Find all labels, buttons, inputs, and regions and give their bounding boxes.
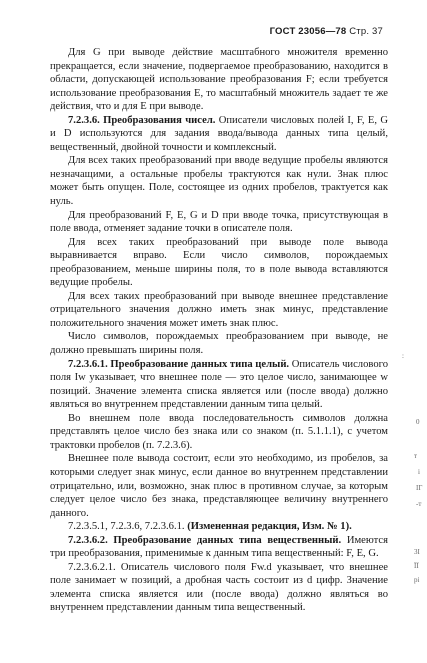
amendment-note: (Измененная редакция, Изм. № 1). [187, 521, 352, 533]
document-body [50, 46, 388, 615]
paragraph-text: Число символов, порождаемых преобразованием при выводе, не должно превышать ширины поля. [50, 331, 388, 357]
margin-mark: ІГ [416, 484, 423, 492]
paragraph [50, 412, 388, 453]
margin-mark: 0 [416, 418, 420, 426]
paragraph-text: Описатель числового поля Iw указывает, что внешнее поле — это целое число, занимающее w позиций. Значение элемента списка является или (после ввода) должно являться во внутреннем представлении данным типа целый. [50, 358, 388, 411]
paragraph-text: Для преобразований F, E, G и D при вводе точка, присутствующая в поле ввода, отменяет задание точки в описателе поля. [50, 209, 388, 235]
paragraph-text: Для всех таких преобразований при выводе поле вывода выравнивается вправо. Если число символов, порождаемых преобразованием, меньше ширины поля, то в поле вывода вставляются ведущие пробелы. [50, 236, 388, 289]
paragraph-text: Во внешнем поле ввода последовательность символов должна представлять целое число без знака или со знаком (п. 5.1.1.1), с учетом трактовки пробелов (п. 7.2.3.6). [50, 412, 388, 451]
paragraph-text: Для G при выводе действие масштабного множителя временно прекращается, если значение, подвергаемое преобразованию, находится в области, допускающей использование преобразования F; если требуется использование преобразования E, то масштабный множитель задает те же действия, что и для E при выводе. [50, 47, 388, 113]
paragraph-heading: 7.2.3.6. Преобразования чисел. [68, 114, 216, 126]
paragraph-text: Имеются три преобразования, применимые к данным типа вещественный: F, E, G. [50, 534, 388, 560]
paragraph [50, 520, 388, 534]
paragraph-heading: 7.2.3.6.2. Преобразование данных типа вещественный. [68, 534, 342, 546]
paragraph-text: 7.2.3.5.1, 7.2.3.6, 7.2.3.6.1. [68, 521, 188, 533]
margin-mark: ЇЇ [414, 562, 419, 570]
paragraph [50, 236, 388, 290]
paragraph-text: Для всех таких преобразований при вводе ведущие пробелы являются незначащими, а остальные пробелы трактуются как нули. Знак плюс может быть опущен. Поле, состоящее из одних пробелов, трактуется как нуль. [50, 155, 388, 208]
page-number: Стр. 37 [349, 26, 383, 37]
paragraph [50, 114, 388, 155]
paragraph [50, 46, 388, 114]
paragraph [50, 358, 388, 412]
paragraph-text: Внешнее поле вывода состоит, если это необходимо, из пробелов, за которыми следует знак минус, если данное во внутреннем представлении отрицательно, или, возможно, знак плюс в противном случае, за которым следует целое число без знака, представляющее величину внутреннего данного. [50, 453, 388, 519]
page-header [270, 26, 383, 37]
paragraph [50, 452, 388, 520]
paragraph-text: 7.2.3.6.2.1. Описатель числового поля Fw.d указывает, что внешнее поле занимает w позиций, а дробная часть состоит из d цифр. Значение элемента списка является или (после ввода) должно являться во внутреннем представлении данным типа вещественный. [50, 561, 388, 614]
margin-mark: рі [414, 576, 420, 584]
margin-mark: 3І [414, 548, 420, 556]
paragraph-heading: 7.2.3.6.1. Преобразование данных типа целый. [68, 358, 290, 370]
margin-mark: і [418, 468, 420, 476]
paragraph [50, 209, 388, 236]
standard-number: ГОСТ 23056—78 [269, 26, 347, 37]
margin-mark: -т [416, 500, 422, 508]
paragraph [50, 561, 388, 615]
paragraph-text: Описатели числовых полей I, F, E, G и D используются для задания ввода/вывода данных типа целый, вещественный, двойной точности и комплексный. [50, 114, 388, 153]
paragraph [50, 154, 388, 208]
margin-mark: : [402, 352, 404, 360]
paragraph-text: Для всех таких преобразований при выводе внешнее представление отрицательного значения должно иметь знак минус, представление положительного значения может иметь знак плюс. [50, 290, 388, 329]
paragraph [50, 330, 388, 357]
paragraph [50, 290, 388, 331]
margin-mark: т [414, 452, 418, 460]
paragraph [50, 534, 388, 561]
